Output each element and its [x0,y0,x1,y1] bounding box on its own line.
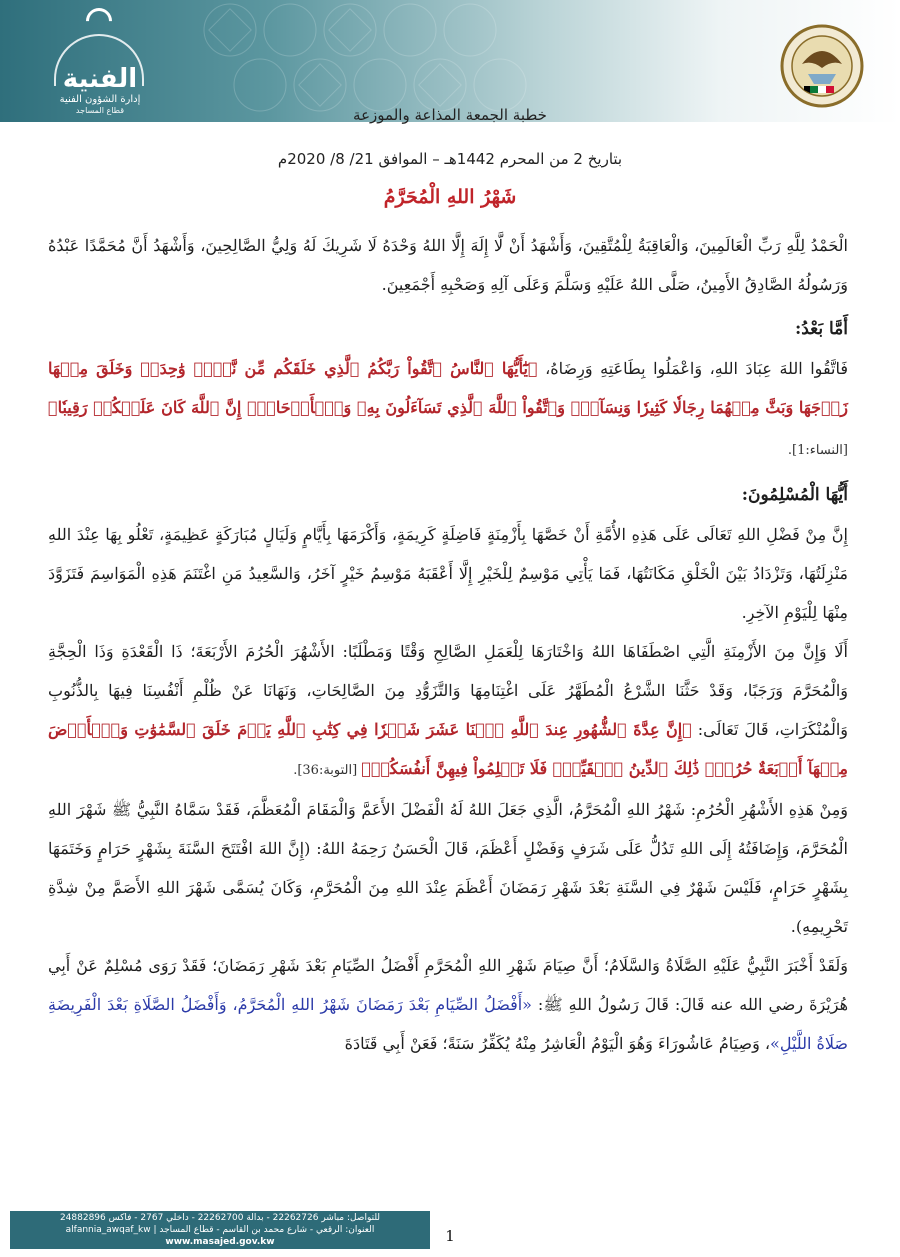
paragraph-text: ، وَصِيَامُ عَاشُورَاءَ وَهُوَ الْيَوْمُ الْعَاشِرُ مِنْهُ يُكَفِّرُ سَنَةً؛ فَعَنْ أَبِي قَتَادَةَ [344,1034,771,1053]
footer-website-link[interactable]: www.masajed.gov.kw [165,1237,275,1247]
footer-address-line: العنوان: الرقعي - شارع محمد بن القاسم - قطاع المساجد | alfannia_awqaf_kw [65,1225,375,1235]
sermon-body [48,226,848,1205]
logo-sector-text: قطاع المساجد [75,106,125,116]
paragraph [48,349,848,470]
kuwait-emblem-icon [780,24,864,108]
sermon-date: بتاريخ 2 من المحرم 1442هـ – الموافق 21/ 8/ 2020م [277,150,623,168]
page-number: 1 [445,1227,455,1245]
opening-paragraph: الْحَمْدُ لِلَّهِ رَبِّ الْعَالَمِينَ، وَالْعَاقِبَةُ لِلْمُتَّقِينَ، وَأَشْهَدُ أَنْ لَّا إِلَهَ إِلَّا اللهُ وَحْدَهُ لَا شَرِيكَ لَهُ وَلِيُّ الصَّالِحِينَ، وَأَشْهَدُ أَنَّ مُحَمَّدًا عَبْدُهُ وَرَسُولُهُ الصَّادِقُ الأَمِينُ، صَلَّى اللهُ عَلَيْهِ وَسَلَّمَ وَعَلَى آلِهِ وَصَحْبِهِ أَجْمَعِينَ. [48,236,848,294]
paragraph-text: أَلَا وَإِنَّ مِنَ الأَزْمِنَةِ الَّتِي اصْطَفَاهَا اللهُ وَاخْتَارَهَا لِلْعَمَلِ الصَّالِحِ وَقْتًا وَمَطْلَبًا: الأَشْهُرَ الْحُرُمَ الأَرْبَعَةَ؛ ذَا الْقَعْدَةِ وَذَا الْحِجَّةِ وَالْمُحَرَّمَ وَرَجَبًا، وَقَدْ حَثَّنَا الشَّرْعُ الْمُطَهَّرُ عَلَى اغْتِنَامِهَا وَالتَّزَوُّدِ مِنَ الصَّالِحَاتِ، وَنَهَانَا عَنْ ظُلْمِ أَنْفُسِنَا فِيهَا بِالذُّنُوبِ وَالْمُنْكَرَاتِ، قَالَ تَعَالَى: [48,642,848,739]
paragraph: إِنَّ مِنْ فَضْلِ اللهِ تَعَالَى عَلَى هَذِهِ الأُمَّةِ أَنْ خَصَّهَا بِأَزْمِنَةٍ فَاضِلَةٍ كَرِيمَةٍ، وَأَكْرَمَهَا بِأَيَّامٍ وَلَيَالٍ مُبَارَكَةٍ عَظِيمَةٍ، تَعْلُو بِهَا عِنْدَ اللهِ مَنْزِلَتُهَا، وَتَزْدَادُ بَيْنَ الْخَلْقِ مَكَانَتُهَا، فَمَا يَأْتِي مَوْسِمٌ لِلْخَيْرِ إِلَّا أَعْقَبَهُ مَوْسِمُ خَيْرٍ آخَرُ، وَالسَّعِيدُ مَنِ اغْتَنَمَ هَذِهِ الْمَوَاسِمَ فَتَزَوَّدَ مِنْهَا لِلْيَوْمِ الآخِرِ. [48,525,849,622]
paragraph-text: فَاتَّقُوا اللهَ عِبَادَ اللهِ، وَاعْمَلُوا بِطَاعَتِهِ وَرِضَاهُ، [537,359,849,378]
section-heading: أَمَّا بَعْدُ: [794,319,848,339]
paragraph [48,632,848,790]
quran-verse: ﴿إِنَّ عِدَّةَ ٱلشُّهُورِ عِندَ ٱللَّهِ ٱثۡنَا عَشَرَ شَهۡرٗا فِي كِتَٰبِ ٱللَّهِ يَوۡمَ خَلَقَ ٱلسَّمَٰوَٰتِ وَٱلۡأَرۡضَ مِنۡهَآ أَرۡبَعَةٌ حُرُمٞۚ ذَٰلِكَ ٱلدِّينُ ٱلۡقَيِّمُۚ فَلَا تَظۡلِمُواْ فِيهِنَّ أَنفُسَكُمۡ﴾ [48,720,848,778]
sermon-title: شَهْرُ اللهِ الْمُحَرَّمُ [383,186,517,208]
section-heading: أَيُّهَا الْمُسْلِمُونَ: [741,485,848,505]
quran-verse: ﴿يَٰٓأَيُّهَا ٱلنَّاسُ ٱتَّقُواْ رَبَّكُمُ ٱلَّذِي خَلَقَكُم مِّن نَّفۡسٖ وَٰحِدَةٖ وَخَلَقَ مِنۡهَا زَوۡجَهَا وَبَثَّ مِنۡهُمَا رِجَالٗا كَثِيرٗا وَنِسَآءٗۚ وَٱتَّقُواْ ٱللَّهَ ٱلَّذِي تَسَآءَلُونَ بِهِۦ وَٱلۡأَرۡحَامَۚ إِنَّ ٱللَّهَ كَانَ عَلَيۡكُمۡ رَقِيبٗا﴾ [48,359,848,417]
verse-reference: [التوبة:36]. [293,763,362,778]
header-band [0,0,900,122]
department-logo [34,4,166,116]
paragraph-text: وَلَقَدْ أَخْبَرَ النَّبِيُّ عَلَيْهِ الصَّلَاةُ وَالسَّلَامُ؛ أَنَّ صِيَامَ شَهْرِ اللهِ الْمُحَرَّمِ أَفْضَلُ الصِّيَامِ بَعْدَ شَهْرِ رَمَضَانَ؛ فَقَدْ رَوَى مُسْلِمٌ عَنْ أَبِي هُرَيْرَةَ رضي الله عنه قَالَ: قَالَ رَسُولُ اللهِ ﷺ: [48,956,849,1014]
sermon-type: خطبة الجمعة المذاعة والموزعة [353,106,547,124]
verse-reference: [النساء:1]. [787,443,848,458]
footer-contact-line: للتواصل: مباشر 22262726 - بدالة 22262700 - داخلي 2767 - فاكس 24882896 [59,1213,381,1223]
paragraph [48,946,848,1063]
logo-brand-text: الفنية [62,63,138,94]
hadith-quote: «أَفْضَلُ الصِّيَامِ بَعْدَ رَمَضَانَ شَهْرُ اللهِ الْمُحَرَّمُ، وَأَفْضَلُ الصَّلَاةِ بَعْدَ الْفَرِيضَةِ صَلَاةُ اللَّيْلِ» [48,995,848,1053]
logo-dept-text: إدارة الشؤون الفنية [59,93,141,105]
paragraph: وَمِنْ هَذِهِ الأَشْهُرِ الْحُرُمِ: شَهْرُ اللهِ الْمُحَرَّمُ، الَّذِي جَعَلَ اللهُ لَهُ الْفَضْلَ الأَعَمَّ وَالْمَقَامَ الْمُعَظَّمَ، فَقَدْ سَمَّاهُ النَّبِيُّ ﷺ شَهْرَ اللهِ الْمُحَرَّمَ، وَإِضَافَتُهُ إِلَى اللهِ تَدُلُّ عَلَى شَرَفٍ وَفَضْلٍ أَعْظَمَ، قَالَ الْحَسَنُ رَحِمَهُ اللهُ: (إِنَّ اللهَ افْتَتَحَ السَّنَةَ بِشَهْرٍ حَرَامٍ وَخَتَمَهَا بِشَهْرٍ حَرَامٍ، فَلَيْسَ شَهْرٌ فِي السَّنَةِ بَعْدَ شَهْرِ رَمَضَانَ أَعْظَمَ عِنْدَ اللهِ مِنَ الْمُحَرَّمِ، وَكَانَ يُسَمَّى شَهْرَ اللهِ الأَصَمَّ مِنْ شِدَّةِ تَحْرِيمِهِ). [48,800,849,936]
